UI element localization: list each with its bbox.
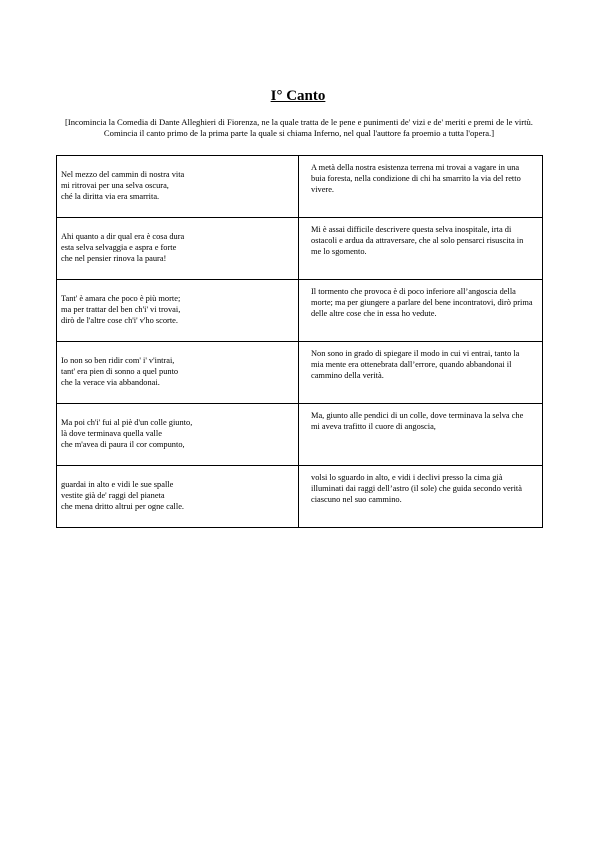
verse-cell <box>57 280 299 342</box>
verse-line: che nel pensier rinova la paura! <box>61 254 167 263</box>
verse-cell <box>57 466 299 528</box>
paraphrase-cell: Non sono in grado di spiegare il modo in cui vi entrai, tanto la mia mente era ottenebrata dall’errore, quando abbandonai il cammino della verità. <box>299 342 543 404</box>
verse-line: Ma poi ch'i' fui al piè d'un colle giunto, <box>61 418 193 427</box>
verse-line: dirò de l'altre cose ch'i' v'ho scorte. <box>61 316 178 325</box>
verse-line: tant' era pien di sonno a quel punto <box>61 367 179 376</box>
paraphrase-cell: Il tormento che provoca è di poco inferiore all’angoscia della morte; ma per giungere a parlare del bene incontratovi, dirò prima delle altre cose che in essa ho vedute. <box>299 280 543 342</box>
verse-line: ma per trattar del ben ch'i' vi trovai, <box>61 305 181 314</box>
canto-intro: [Incomincia la Comedia di Dante Alleghieri di Fiorenza, ne la quale tratta de le pene e punimenti de' vizi e de' meriti e premi de le virtù. Comincia il canto primo de la prima parte la quale si chiama Inferno, nel qual l'auttore fa proemio a tutta l'opera.] <box>65 117 533 138</box>
table-row <box>57 342 543 404</box>
verse-line: ché la diritta via era smarrita. <box>61 192 160 201</box>
table-row <box>57 404 543 466</box>
paraphrase-cell: Mi è assai difficile descrivere questa selva inospitale, irta di ostacoli e ardua da attraversare, che al solo pensarci risuscita in me lo sgomento. <box>299 218 543 280</box>
verse-cell <box>57 156 299 218</box>
canto-title <box>0 87 596 105</box>
table-row <box>57 466 543 528</box>
verse-line: esta selva selvaggia e aspra e forte <box>61 243 177 252</box>
verse-cell <box>57 342 299 404</box>
verse-cell <box>57 404 299 466</box>
canto-title-text: I° Canto <box>270 88 326 104</box>
paraphrase-cell: Ma, giunto alle pendici di un colle, dove terminava la selva che mi aveva trafitto il cuore di angoscia, <box>299 404 543 466</box>
table-row <box>57 156 543 218</box>
verse-line: mi ritrovai per una selva oscura, <box>61 181 169 190</box>
verse-line: Tant' è amara che poco è più morte; <box>61 294 181 303</box>
verse-paraphrase-table <box>56 155 543 528</box>
verse-line: guardai in alto e vidi le sue spalle <box>61 480 174 489</box>
verse-line: là dove terminava quella valle <box>61 429 162 438</box>
verse-line: Io non so ben ridir com' i' v'intrai, <box>61 356 175 365</box>
paraphrase-cell: A metà della nostra esistenza terrena mi trovai a vagare in una buia foresta, nella condizione di chi ha smarrito la via del retto vivere. <box>299 156 543 218</box>
table-row <box>57 218 543 280</box>
table-row <box>57 280 543 342</box>
verse-line: che la verace via abbandonai. <box>61 378 160 387</box>
verse-line: che mena dritto altrui per ogne calle. <box>61 502 185 511</box>
verse-line: vestite già de' raggi del pianeta <box>61 491 165 500</box>
verse-cell <box>57 218 299 280</box>
verse-line: Nel mezzo del cammin di nostra vita <box>61 170 185 179</box>
verse-line: Ahi quanto a dir qual era è cosa dura <box>61 232 185 241</box>
paraphrase-cell: volsi lo sguardo in alto, e vidi i declivi presso la cima già illuminati dai raggi dell’astro (il sole) che guida secondo verità ciascuno nel suo cammino. <box>299 466 543 528</box>
verse-line: che m'avea di paura il cor compunto, <box>61 440 185 449</box>
